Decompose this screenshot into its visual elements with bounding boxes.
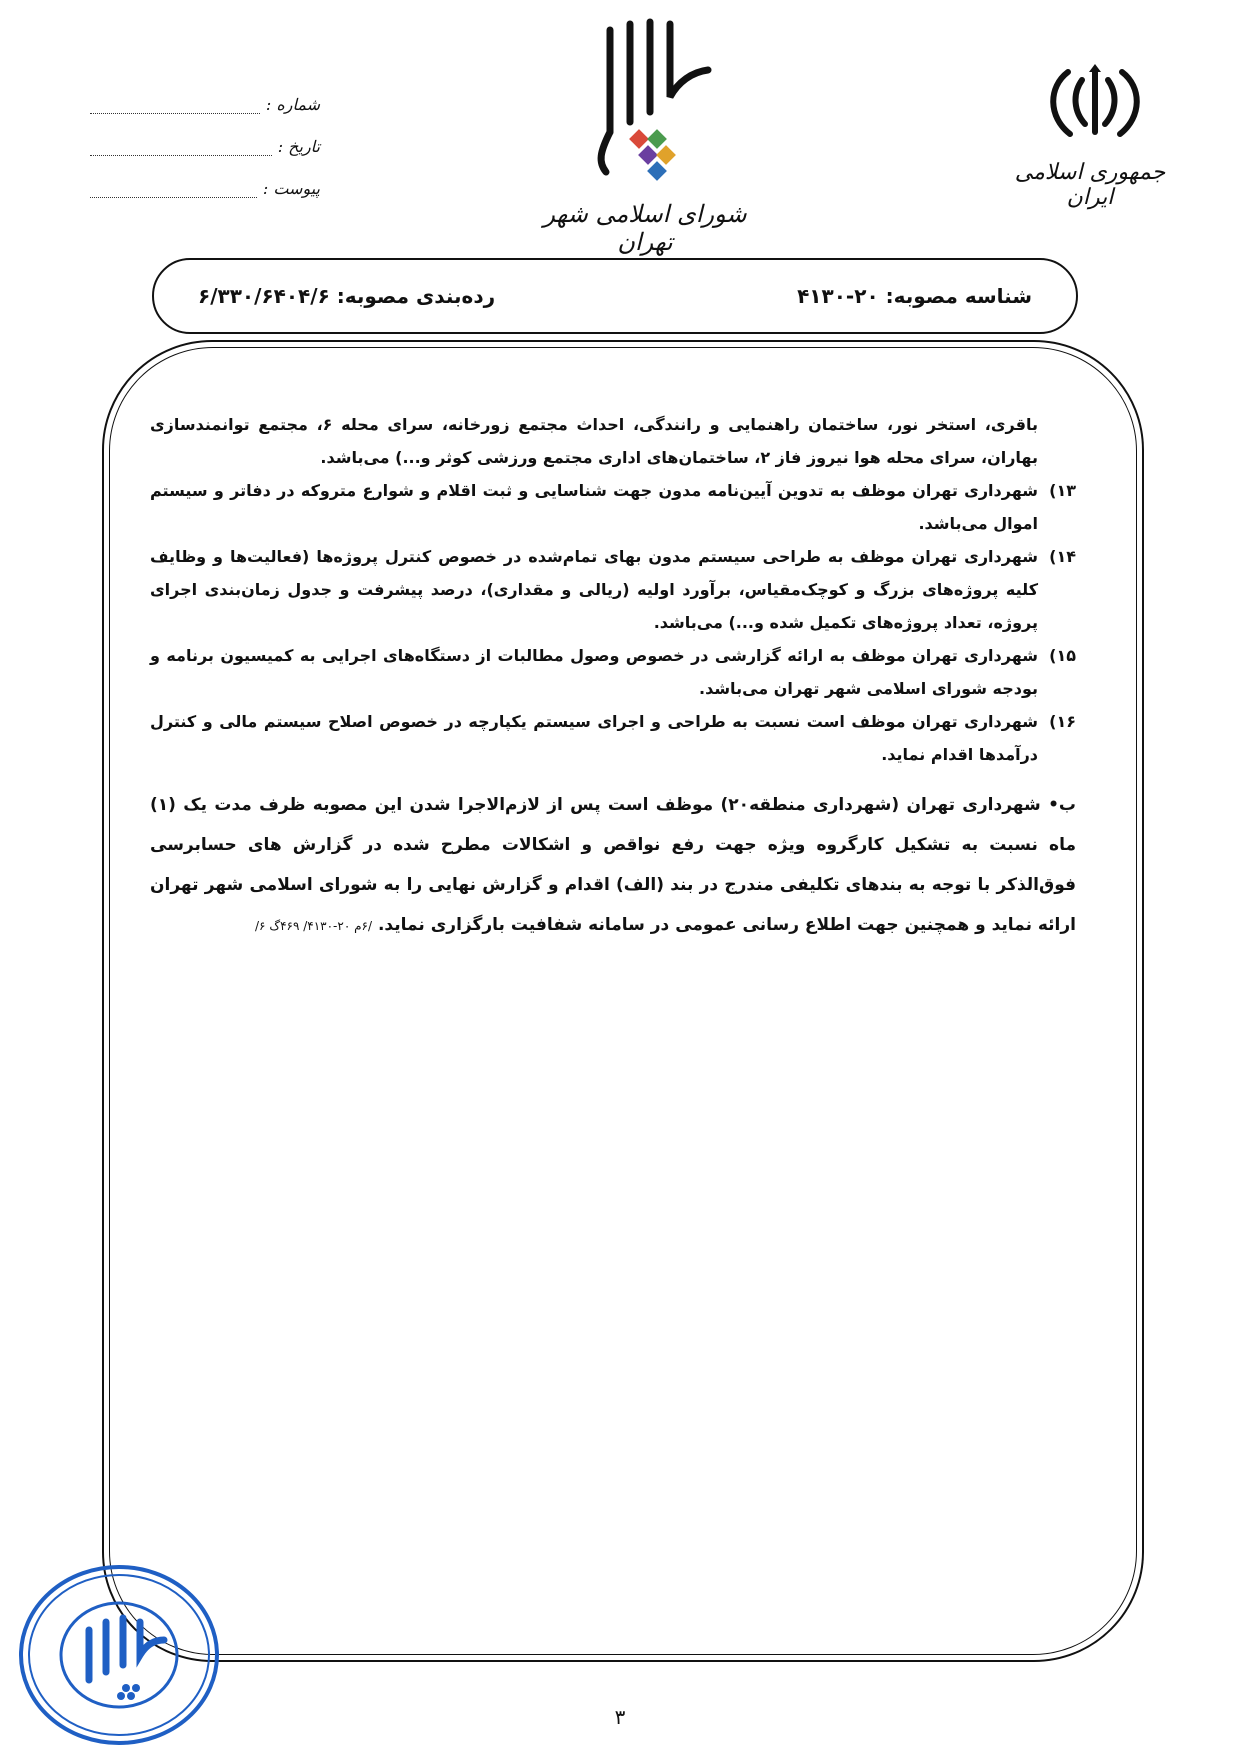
council-name: شورای اسلامی شهر تهران xyxy=(543,200,747,256)
section-b-paragraph xyxy=(150,785,1076,946)
list-item xyxy=(150,705,1076,771)
document-body xyxy=(150,408,1076,946)
item-text: شهرداری تهران موظف به طراحی سیستم مدون بهای تمام‌شده در خصوص کنترل پروژه‌ها (فعالیت‌ها و وظایف کلیه پروژه‌های بزرگ و کوچک‌مقیاس، برآورد اولیه (ریالی و مقداری)، درصد پیشرفت و جدول زمان‌بندی اجرای پروژه، تعداد پروژه‌های تکمیل شده و...) می‌باشد. xyxy=(150,547,1038,632)
item-number: ۱۶) xyxy=(1049,712,1076,731)
attachment-line xyxy=(90,181,257,198)
reference-note: /۶م ۲۰-۴۱۳۰/ ۴۶۹گ ۶/ xyxy=(255,919,373,933)
attachment-field xyxy=(90,156,320,198)
section-b-marker: ب• xyxy=(1048,795,1077,815)
item-text: شهرداری تهران موظف به ارائه گزارشی در خصوص وصول مطالبات از دستگاه‌های اجرایی به کمیسیون برنامه و بودجه شورای اسلامی شهر تهران می‌باشد. xyxy=(150,646,1038,698)
list-item xyxy=(150,540,1076,639)
date-field xyxy=(90,114,320,156)
list-item xyxy=(150,474,1076,540)
date-line xyxy=(90,139,272,156)
item-number: ۱۵) xyxy=(1049,646,1076,665)
continuation-paragraph: باقری، استخر نور، ساختمان راهنمایی و رانندگی، احداث مجتمع زورخانه، سرای محله ۶، مجتمع توانمندسازی بهاران، سرای محله هوا نیروز فاز ۲، ساختمان‌های اداری مجتمع ورزشی کوثر و...) می‌باشد. xyxy=(150,415,1038,467)
resolution-id: شناسه مصوبه: ۲۰-۴۱۳۰ xyxy=(797,284,1032,308)
item-text: شهرداری تهران موظف است نسبت به طراحی و اجرای سیستم یکپارچه در خصوص اصلاح سیستم مالی و کنترل درآمدها اقدام نماید. xyxy=(150,712,1038,764)
item-number: ۱۴) xyxy=(1049,547,1076,566)
date-label: تاریخ : xyxy=(277,137,320,156)
list-item xyxy=(150,639,1076,705)
republic-name: جمهوری اسلامی ایران xyxy=(1014,160,1166,210)
number-line xyxy=(90,97,260,114)
page-number: ۳ xyxy=(614,1705,626,1729)
section-b-text: شهرداری تهران (شهرداری منطقه۲۰) موظف است پس از لازم‌الاجرا شدن این مصوبه ظرف مدت یک (۱) ماه نسبت به تشکیل کارگروه ویژه جهت رفع نواقص و اشکالات مطرح شده در گزارش های حسابرسی فوق‌الذکر با توجه به بندهای تکلیفی مندرج در بند (الف) اقدام و گزارش نهایی را به شورای اسلامی شهر تهران ارائه نماید و همچنین جهت اطلاع رسانی عمومی در سامانه شفافیت بارگزاری نماید. xyxy=(150,795,1076,935)
number-field xyxy=(90,72,320,114)
resolution-classification: رده‌بندی مصوبه: ۶/۳۳۰/۶۴۰۴/۶ xyxy=(198,284,496,308)
council-stamp-seal-icon xyxy=(14,1560,224,1750)
tehran-council-logo-icon xyxy=(570,12,720,212)
item-number: ۱۳) xyxy=(1049,481,1076,500)
number-label: شماره : xyxy=(265,95,320,114)
iran-emblem-icon xyxy=(1040,62,1150,142)
document-meta-fields xyxy=(90,72,320,198)
attachment-label: پیوست : xyxy=(262,179,320,198)
resolution-id-box xyxy=(152,258,1078,334)
item-text: شهرداری تهران موظف به تدوین آیین‌نامه مدون جهت شناسایی و ثبت اقلام و شوارع متروکه در دفاتر و سیستم اموال می‌باشد. xyxy=(150,481,1038,533)
